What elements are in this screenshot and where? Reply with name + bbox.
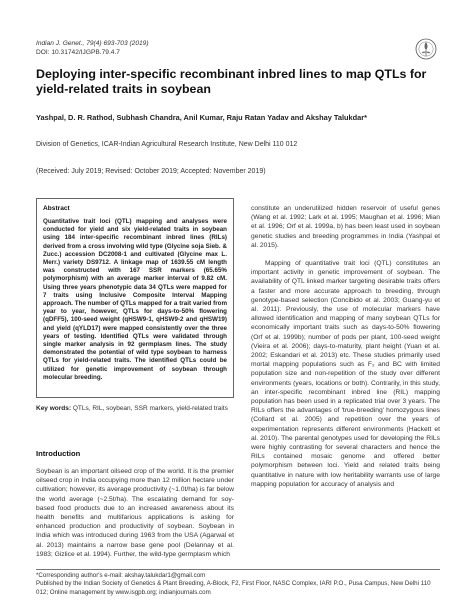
right-column: [251, 204, 440, 498]
right-paragraph-1: constitute an underutilized hidden reservoir of useful genes (Wang et al. 1992; Lark et al. 1995; Maughan et al. 1996; Mian et al. 1996; Orf et al. 1999a, b) has been least used in soybean genetic studies and breeding programmes in India (Yashpal et al. 2015).: [251, 205, 440, 249]
authors: Yashpal, D. R. Rathod, Subhash Chandra, Anil Kumar, Raju Ratan Yadav and Akshay Talukdar*: [36, 113, 368, 122]
abstract-box: [36, 198, 234, 398]
publisher-note: Published by the Indian Society of Genetics & Plant Breeding, A-Block, F2, First Floor, NASC Complex, IARI P.O., Pusa Campus, New Delhi 110 012; Online management by www.isgpb.org; indianjournals.com: [36, 580, 431, 596]
keywords-label: Key words:: [36, 405, 72, 412]
society-logo-icon: [415, 38, 437, 60]
journal-citation: [36, 40, 149, 57]
submission-dates: (Received: July 2019; Revised: October 2019; Accepted: November 2019): [36, 168, 266, 175]
introduction-text: Soybean is an important oilseed crop of the world. It is the premier oilseed crop in India occupying more than 12 million hectare under cultivation; however, its average productivity (~1.0t/ha) is far below the world average (~2.5t/ha). The escalating demand for soy-based food products due to an increased awareness about its health benefits and multifarious applications is asking for enhanced production and productivity of soybean. Soybean in India which was introduced during 1963 from the USA (Agarwal et al. 2013) maintains a narrow base gene pool (Delannay et al. 1983; Gizlice et al. 1994). Further, the wild-type germplasm which: [36, 468, 234, 558]
keywords: [36, 405, 234, 414]
footer: [36, 572, 440, 597]
affiliation: Division of Genetics, ICAR-Indian Agricultural Research Institute, New Delhi 110 012: [36, 141, 298, 148]
introduction-heading: Introduction: [36, 449, 81, 458]
abstract-text: Quantitative trait loci (QTL) mapping and analyses were conducted for yield and six yield-related traits in soybean using 184 inter-specific recombinant inbred lines (RILs) derived from a cross involving wild type (Glycine soja Sieb. & Zucc.) accession DC2008-1 and cultivated (Glycine max L. Merr.) variety DS9712. A linkage map of 1639.55 cM length was constructed with 167 SSR markers (65.65% polymorphism) with an average marker interval of 9.82 cM. Using three years phenotypic data 34 QTLs were mapped for 7 traits using Inclusive Composite Interval Mapping approach. The number of QTLs mapped for a trait varied from year to year, however, QTLs for days-to-50% flowering (qDFF5), 100-seed weight (qHSW9-1, qHSW9-2 and qHSW19) and yield (qYLD17) were mapped consistently over the three years of testing. Identified QTLs were validated through single marker analysis in 92 germplasm lines. The study demonstrated the potential of wild type soybean to harness QTLs for yield-related traits. The identified QTLs could be utilized for genetic improvement of soybean through molecular breeding.: [43, 218, 227, 381]
doi[interactable]: DOI: 10.31742/IJGPB.79.4.7: [36, 48, 120, 56]
article-title: Deploying inter-specific recombinant inbred lines to map QTLs for yield-related traits in soybean: [36, 67, 427, 96]
corresponding-author: *Corresponding author's e-mail: akshay.talukdar1@gmail.com: [36, 572, 206, 579]
abstract-heading: Abstract: [43, 205, 70, 212]
keywords-text: QTLs, RIL, soybean, SSR markers, yield-related traits: [72, 405, 228, 412]
journal-name: Indian J. Genet., 79(4) 693-703 (2019): [36, 40, 149, 47]
footer-divider: [36, 569, 440, 570]
right-paragraph-2: Mapping of quantitative trait loci (QTL) constitutes an important activity in genetic improvement of soybean. The availability of QTL linked marker targeting desirable traits offers a faster and more accurate approach to breeding, through genotype-based selection (Concibido et al. 2003; Guang-yu et al. 2011). Previously, the use of molecular markers have allowed identification and mapping of many soybean QTLs for economically important traits such as days-to-50% flowering (Orf et al. 1999b); number of pods per plant, 100-seed weight (Vieira et al. 2006); days-to-maturity, plant height (Yuan et al. 2002; Eskandari et al. 2013) etc. These studies primarily used mortal mapping populations such as F₂ and BC with limited population size and non-repetition of the study over different environments (years, locations or both). Contrarily, in this study, an inter-specific recombinant inbred line (RIL) mapping population has been used in a replicated trial over 3 years. The RILs offers the advantages of 'true-breeding' homozygous lines (Collard et al. 2005) and repetition over the years of experimentation represents different environments (Hackett et al. 2010). The parental genotypes used for developing the RILs were highly contrasting for several characters and hence the RILs contained mosaic genome and offered better polymorphism between loci. Yield and related traits being quantitative in nature with low heritability warrants use of large mapping population for accuracy of analysis and: [251, 260, 440, 488]
